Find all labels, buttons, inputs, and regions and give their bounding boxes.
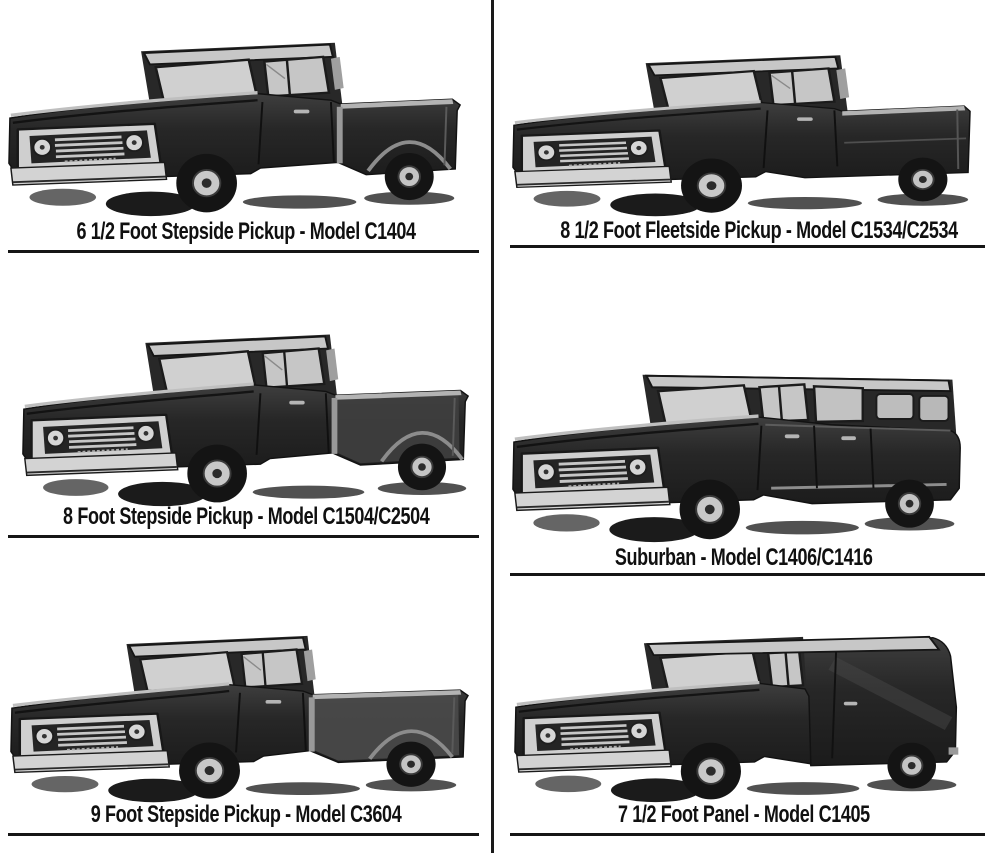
figure-caption bbox=[494, 545, 994, 571]
truck-illustration-panel-c1405 bbox=[512, 614, 968, 804]
figure-caption-text: 8 1/2 Foot Fleetside Pickup - Model C1534/C2534 bbox=[560, 217, 958, 244]
truck-illustration-suburban-c1406 bbox=[510, 344, 968, 544]
truck-illustration-stepside-c1504 bbox=[20, 314, 472, 508]
figure-caption bbox=[494, 802, 994, 828]
caption-underline bbox=[510, 573, 985, 576]
caption-underline bbox=[8, 833, 479, 836]
figure-caption-text: 9 Foot Stepside Pickup - Model C3604 bbox=[90, 801, 402, 828]
caption-underline bbox=[8, 535, 479, 538]
caption-underline bbox=[510, 833, 985, 836]
figure-caption-text: 7 1/2 Foot Panel - Model C1405 bbox=[618, 801, 870, 828]
caption-underline bbox=[510, 245, 985, 248]
figure-caption bbox=[0, 802, 492, 828]
figure-caption-text: Suburban - Model C1406/C1416 bbox=[615, 544, 873, 571]
figure-caption bbox=[494, 218, 994, 244]
truck-illustration-stepside-c1404 bbox=[6, 22, 466, 218]
figure-caption-text: 6 1/2 Foot Stepside Pickup - Model C1404 bbox=[76, 218, 416, 245]
figure-caption bbox=[0, 219, 492, 245]
truck-illustration-fleetside-c1534 bbox=[510, 36, 972, 218]
column-divider bbox=[491, 0, 494, 853]
truck-illustration-stepside-c3604 bbox=[8, 616, 470, 804]
figure-caption-text: 8 Foot Stepside Pickup - Model C1504/C2504 bbox=[62, 503, 430, 530]
caption-underline bbox=[8, 250, 479, 253]
figure-caption bbox=[0, 504, 492, 530]
